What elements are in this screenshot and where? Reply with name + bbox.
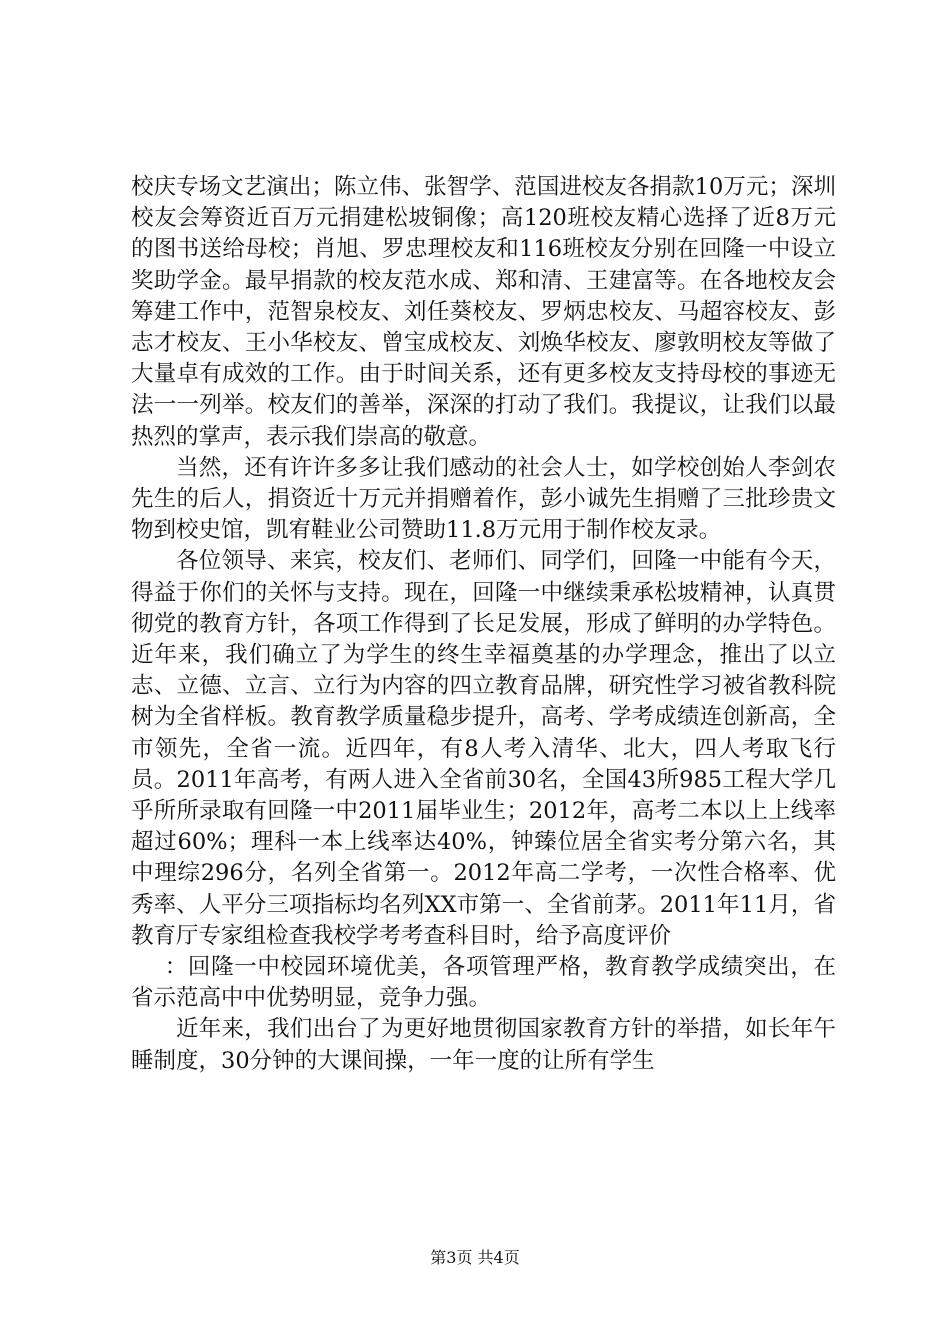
paragraph-continuation: 校庆专场文艺演出；陈立伟、张智学、范国进校友各捐款10万元；深圳校友会筹资近百万元捐建松坡铜像；高120班校友精心选择了近8万元的图书送给母校；肖旭、罗忠理校友和116班校友分别在回隆一中设立奖助学金。最早捐款的校友范水成、郑和清、王建富等。在各地校友会筹建工作中，范智泉校友、刘任葵校友、罗炳忠校友、马超容校友、彭志才校友、王小华校友、曾宝成校友、刘焕华校友、廖敦明校友等做了大量卓有成效的工作。由于时间关系，还有更多校友支持母校的事迹无法一一列举。校友们的善举，深深的打动了我们。我提议，让我们以最热烈的掌声，表示我们崇高的敬意。 [131, 174, 836, 450]
paragraph-achievements: 各位领导、来宾，校友们、老师们、同学们，回隆一中能有今天，得益于你们的关怀与支持。现在，回隆一中继续秉承松坡精神，认真贯彻党的教育方针，各项工作得到了长足发展，形成了鲜明的办学特色。近年来，我们确立了为学生的终生幸福奠基的办学理念，推出了以立志、立德、立言、立行为内容的四立教育品牌，研究性学习被省教科院树为全省样板。教育教学质量稳步提升，高考、学考成绩连创新高，全市领先，全省一流。近四年，有8人考入清华、北大，四人考取飞行员。2011年高考，有两人进入全省前30名，全国43所985工程大学几乎所所录取有回隆一中2011届毕业生；2012年，高考二本以上上线率超过60%；理科一本上线率达40%，钟臻位居全省实考分第六名，其中理综296分，名列全省第一。2012年高二学考，一次性合格率、优秀率、人平分三项指标均名列XX市第一、全省前茅。2011年11月，省教育厅专家组检查我校学考考查科目时，给予高度评价 [131, 548, 836, 949]
paragraph-measures: 近年来，我们出台了为更好地贯彻国家教育方针的举措，如长年午睡制度，30分钟的大课间操，一年一度的让所有学生 [131, 1016, 836, 1074]
document-body [131, 172, 836, 1077]
paragraph-evaluation-quote: ：回隆一中校园环境优美，各项管理严格，教育教学成绩突出，在省示范高中中优势明显，竞争力强。 [131, 954, 836, 1012]
paragraph-social-donors: 当然，还有许许多多让我们感动的社会人士，如学校创始人李剑农先生的后人，捐资近十万元并捐赠着作，彭小诚先生捐赠了三批珍贵文物到校史馆，凯宥鞋业公司赞助11.8万元用于制作校友录。 [131, 454, 836, 544]
page-number-footer: 第3页 共4页 [430, 1248, 520, 1267]
